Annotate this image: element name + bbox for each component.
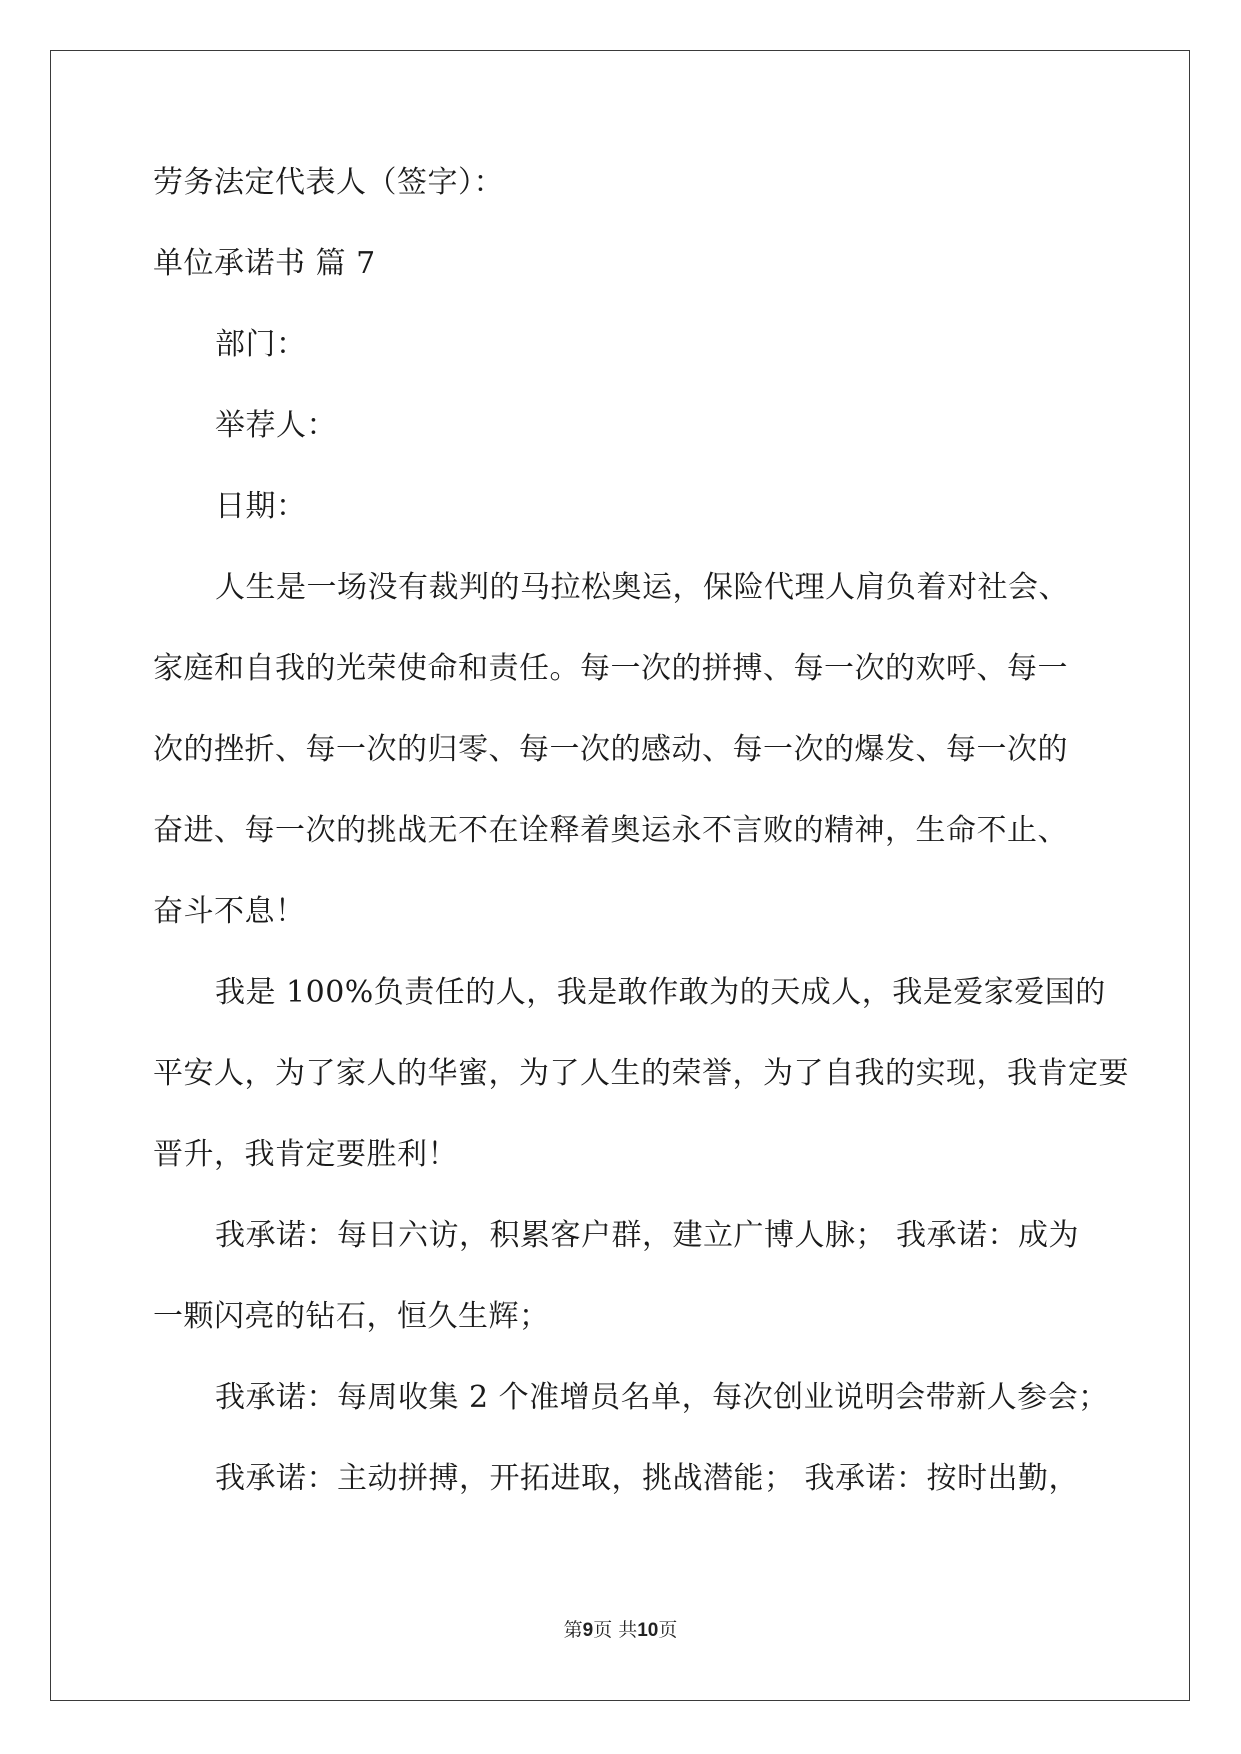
document-body xyxy=(153,165,1129,1542)
paragraph-line: 家庭和自我的光荣使命和责任。每一次的拼搏、每一次的欢呼、每一 xyxy=(153,651,1068,686)
paragraph-line: 平安人，为了家人的华蜜，为了人生的荣誉，为了自我的实现，我肯定要 xyxy=(153,1056,1129,1091)
paragraph-line: 晋升，我肯定要胜利！ xyxy=(153,1137,458,1172)
section-heading: 单位承诺书 篇 7 xyxy=(153,246,376,281)
paragraph-line: 我是 100%负责任的人，我是敢作敢为的天成人，我是爱家爱国的 xyxy=(215,975,1106,1010)
text-line: 劳务法定代表人（签字）： xyxy=(153,165,504,200)
paragraph-line: 人生是一场没有裁判的马拉松奥运，保险代理人肩负着对社会、 xyxy=(215,570,1069,605)
paragraph-line: 奋进、每一次的挑战无不在诠释着奥运永不言败的精神，生命不止、 xyxy=(153,813,1068,848)
footer-middle: 页 共 xyxy=(593,1619,638,1641)
promise-line: 我承诺：主动拼搏，开拓进取，挑战潜能； 我承诺：按时出勤， xyxy=(215,1461,1080,1496)
total-page-count: 10 xyxy=(637,1620,659,1641)
promise-line: 我承诺：每周收集 2 个准增员名单，每次创业说明会带新人参会； xyxy=(215,1380,1109,1415)
footer-suffix: 页 xyxy=(658,1619,678,1641)
paragraph-line: 奋斗不息！ xyxy=(153,894,306,929)
field-department: 部门： xyxy=(215,327,307,362)
promise-line: 我承诺：每日六访，积累客户群，建立广博人脉； 我承诺：成为 xyxy=(215,1218,1080,1253)
field-recommender: 举荐人： xyxy=(215,408,337,443)
paragraph-line: 次的挫折、每一次的归零、每一次的感动、每一次的爆发、每一次的 xyxy=(153,732,1068,767)
footer-prefix: 第 xyxy=(563,1619,583,1641)
field-date: 日期： xyxy=(215,489,307,524)
page-footer xyxy=(0,1618,1241,1643)
current-page-number: 9 xyxy=(582,1620,594,1641)
promise-line: 一颗闪亮的钻石，恒久生辉； xyxy=(153,1299,550,1334)
